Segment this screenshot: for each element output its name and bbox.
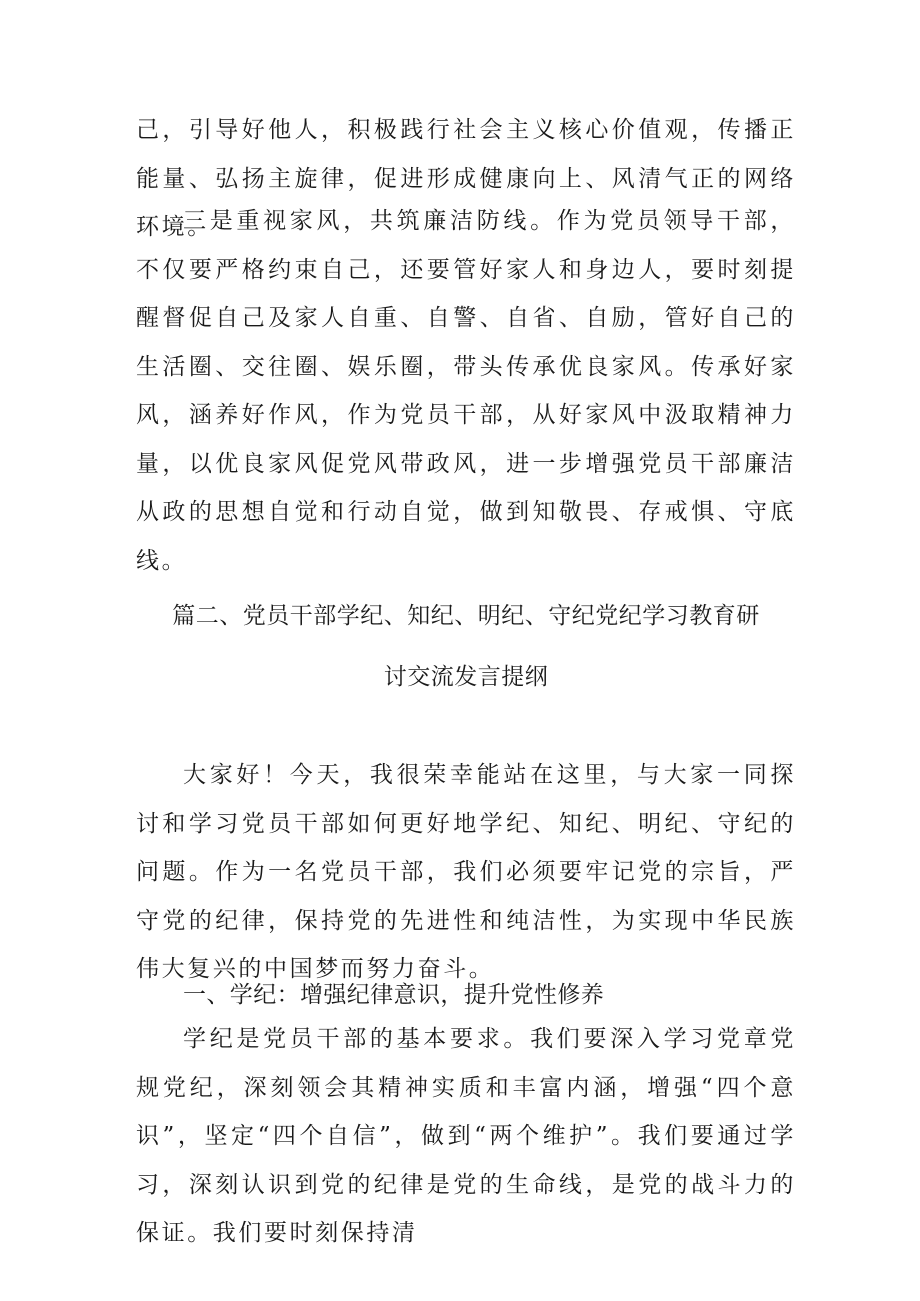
section-1-paragraph: 学纪是党员干部的基本要求。我们要深入学习党章党规党纪，深刻领会其精神实质和丰富内涵，增强“四个意识”，坚定“四个自信”，做到“两个维护”。我们要通过学习，深刻认识到党的纪律是党的生命线，是党的战斗力的保证。我们要时刻保持清 <box>136 1026 796 1246</box>
section-heading-1: 一、学纪：增强纪律意识，提升党性修养 <box>183 982 605 1008</box>
intro-paragraph: 大家好！今天，我很荣幸能站在这里，与大家一同探讨和学习党员干部如何更好地学纪、知纪、明纪、守纪的问题。作为一名党员干部，我们必须要牢记党的宗旨，严守党的纪律，保持党的先进性和纯洁性，为实现中华民族伟大复兴的中国梦而努力奋斗。 <box>136 762 796 982</box>
paragraph-family-values: 三是重视家风，共筑廉洁防线。作为党员领导干部，不仅要严格约束自己，还要管好家人和身边人，要时刻提醒督促自己及家人自重、自警、自省、自励，管好自己的生活圈、交往圈、娱乐圈，带头传承优良家风。传承好家风，涵养好作风，作为党员干部，从好家风中汲取精神力量，以优良家风促党风带政风，进一步增强党员干部廉洁从政的思想自觉和行动自觉，做到知敬畏、存戒惧、守底线。 <box>136 208 796 574</box>
article-title-line-1: 篇二、党员干部学纪、知纪、明纪、守纪党纪学习教育研 <box>172 603 760 629</box>
paragraph-continuation: 己，引导好他人，积极践行社会主义核心价值观，传播正能量、弘扬主旋律，促进形成健康向上、风清气正的网络环境。 <box>136 117 796 240</box>
article-title-line-2: 讨交流发言提纲 <box>383 664 549 690</box>
